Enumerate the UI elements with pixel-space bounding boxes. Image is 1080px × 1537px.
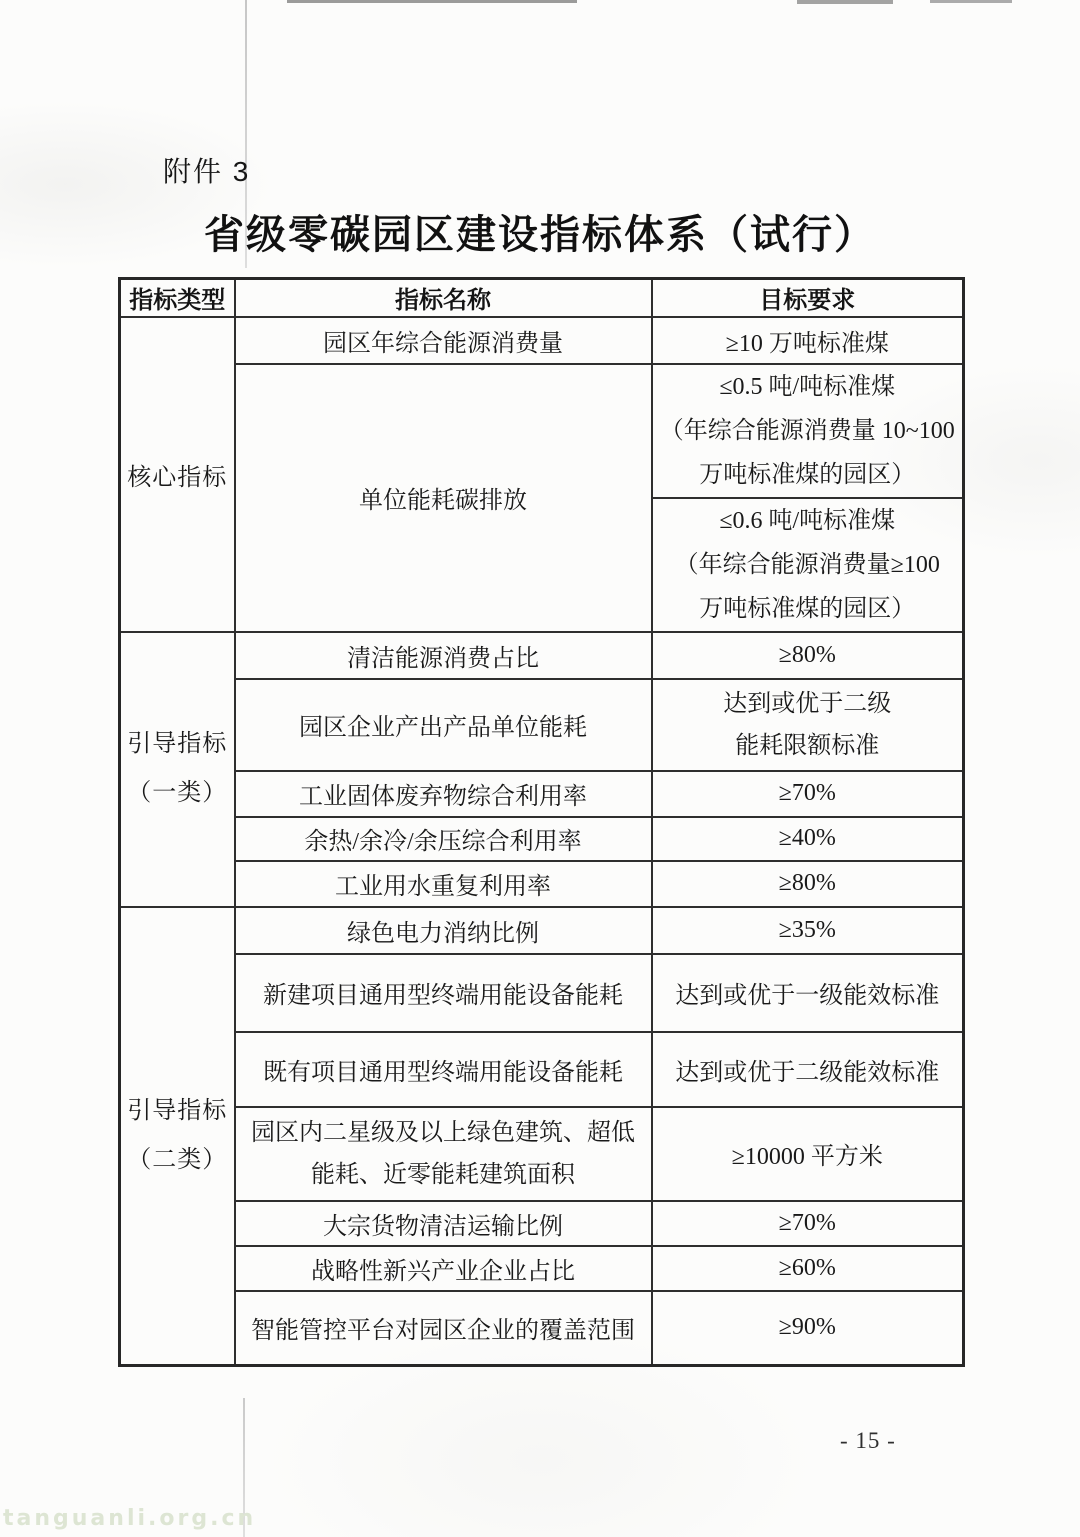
table-row: [120, 817, 964, 861]
header-indicator-type: 指标类型: [120, 279, 235, 317]
table-row: [120, 1291, 964, 1366]
page-number: - 15 -: [840, 1428, 896, 1453]
indicator-name-cell: 工业固体废弃物综合利用率: [235, 771, 652, 817]
indicator-name-cell: 园区年综合能源消费量: [235, 317, 652, 364]
target-cell: ≥90%: [652, 1291, 964, 1366]
section-type-line: （一类）: [127, 780, 228, 806]
indicator-name-line: 园区内二星级及以上绿色建筑、超低: [251, 1119, 635, 1146]
section-type-line: 引导指标: [127, 1097, 228, 1124]
table-row: [120, 1107, 964, 1201]
indicator-name-cell: 战略性新兴产业企业占比: [235, 1246, 652, 1291]
table-row: [120, 632, 964, 679]
table-row: [120, 771, 964, 817]
section-type-line: 引导指标: [127, 731, 228, 757]
target-cell: ≥60%: [652, 1246, 964, 1291]
scan-artifact-streak: [287, 0, 577, 3]
table-row: [120, 861, 964, 907]
table-row: [120, 1201, 964, 1246]
target-line: 万吨标准煤的园区）: [699, 595, 916, 622]
target-cell: [652, 498, 964, 632]
target-cell: ≥70%: [652, 771, 964, 817]
target-cell: [652, 364, 964, 498]
indicator-name-cell: 新建项目通用型终端用能设备能耗: [235, 954, 652, 1032]
target-cell: ≥10000 平方米: [652, 1107, 964, 1201]
table-row: [120, 1032, 964, 1107]
header-indicator-name: 指标名称: [235, 279, 652, 317]
indicator-name-cell: 大宗货物清洁运输比例: [235, 1201, 652, 1246]
target-line: （年综合能源消费量≥100: [674, 551, 940, 578]
target-cell: ≥80%: [652, 632, 964, 679]
target-line: （年综合能源消费量 10~100: [659, 417, 955, 444]
table-row: [120, 679, 964, 771]
target-cell: ≥10 万吨标准煤: [652, 317, 964, 364]
target-cell: ≥70%: [652, 1201, 964, 1246]
section-type-line: （二类）: [127, 1146, 228, 1173]
attachment-label: 附件 3: [163, 156, 251, 187]
section-type-core: 核心指标: [120, 317, 235, 632]
target-line: 达到或优于二级: [723, 690, 892, 717]
indicator-name-cell: [235, 1107, 652, 1201]
table-row: [120, 907, 964, 954]
target-cell: ≥40%: [652, 817, 964, 861]
target-cell: ≥80%: [652, 861, 964, 907]
scan-artifact-streak: [930, 0, 1012, 3]
target-line: ≤0.6 吨/吨标准煤: [719, 507, 896, 534]
section-type-guide1: [120, 632, 235, 907]
target-line: ≤0.5 吨/吨标准煤: [719, 373, 896, 400]
target-cell: [652, 679, 964, 771]
table-row: [120, 954, 964, 1032]
section-type-guide2: [120, 907, 235, 1366]
target-cell: 达到或优于一级能效标准: [652, 954, 964, 1032]
indicator-name-cell: 绿色电力消纳比例: [235, 907, 652, 954]
indicator-table: [118, 277, 965, 1367]
table-header-row: [120, 279, 964, 317]
target-line: 能耗限额标准: [735, 732, 880, 759]
target-line: 万吨标准煤的园区）: [699, 461, 916, 488]
indicator-name-cell: 园区企业产出产品单位能耗: [235, 679, 652, 771]
header-target-requirement: 目标要求: [652, 279, 964, 317]
indicator-name-cell: 余热/余冷/余压综合利用率: [235, 817, 652, 861]
target-cell: ≥35%: [652, 907, 964, 954]
table-row: [120, 364, 964, 498]
indicator-name-line: 能耗、近零能耗建筑面积: [311, 1161, 575, 1188]
indicator-name-cell: 单位能耗碳排放: [235, 364, 652, 632]
target-cell: 达到或优于二级能效标准: [652, 1032, 964, 1107]
indicator-name-cell: 工业用水重复利用率: [235, 861, 652, 907]
page-title: 省级零碳园区建设指标体系（试行）: [204, 212, 876, 257]
indicator-name-cell: 智能管控平台对园区企业的覆盖范围: [235, 1291, 652, 1366]
indicator-name-cell: 既有项目通用型终端用能设备能耗: [235, 1032, 652, 1107]
scan-artifact-streak: [797, 0, 893, 4]
table-row: [120, 1246, 964, 1291]
indicator-name-cell: 清洁能源消费占比: [235, 632, 652, 679]
table-row: [120, 317, 964, 364]
watermark: tanguanli.org.cn: [3, 1506, 257, 1531]
